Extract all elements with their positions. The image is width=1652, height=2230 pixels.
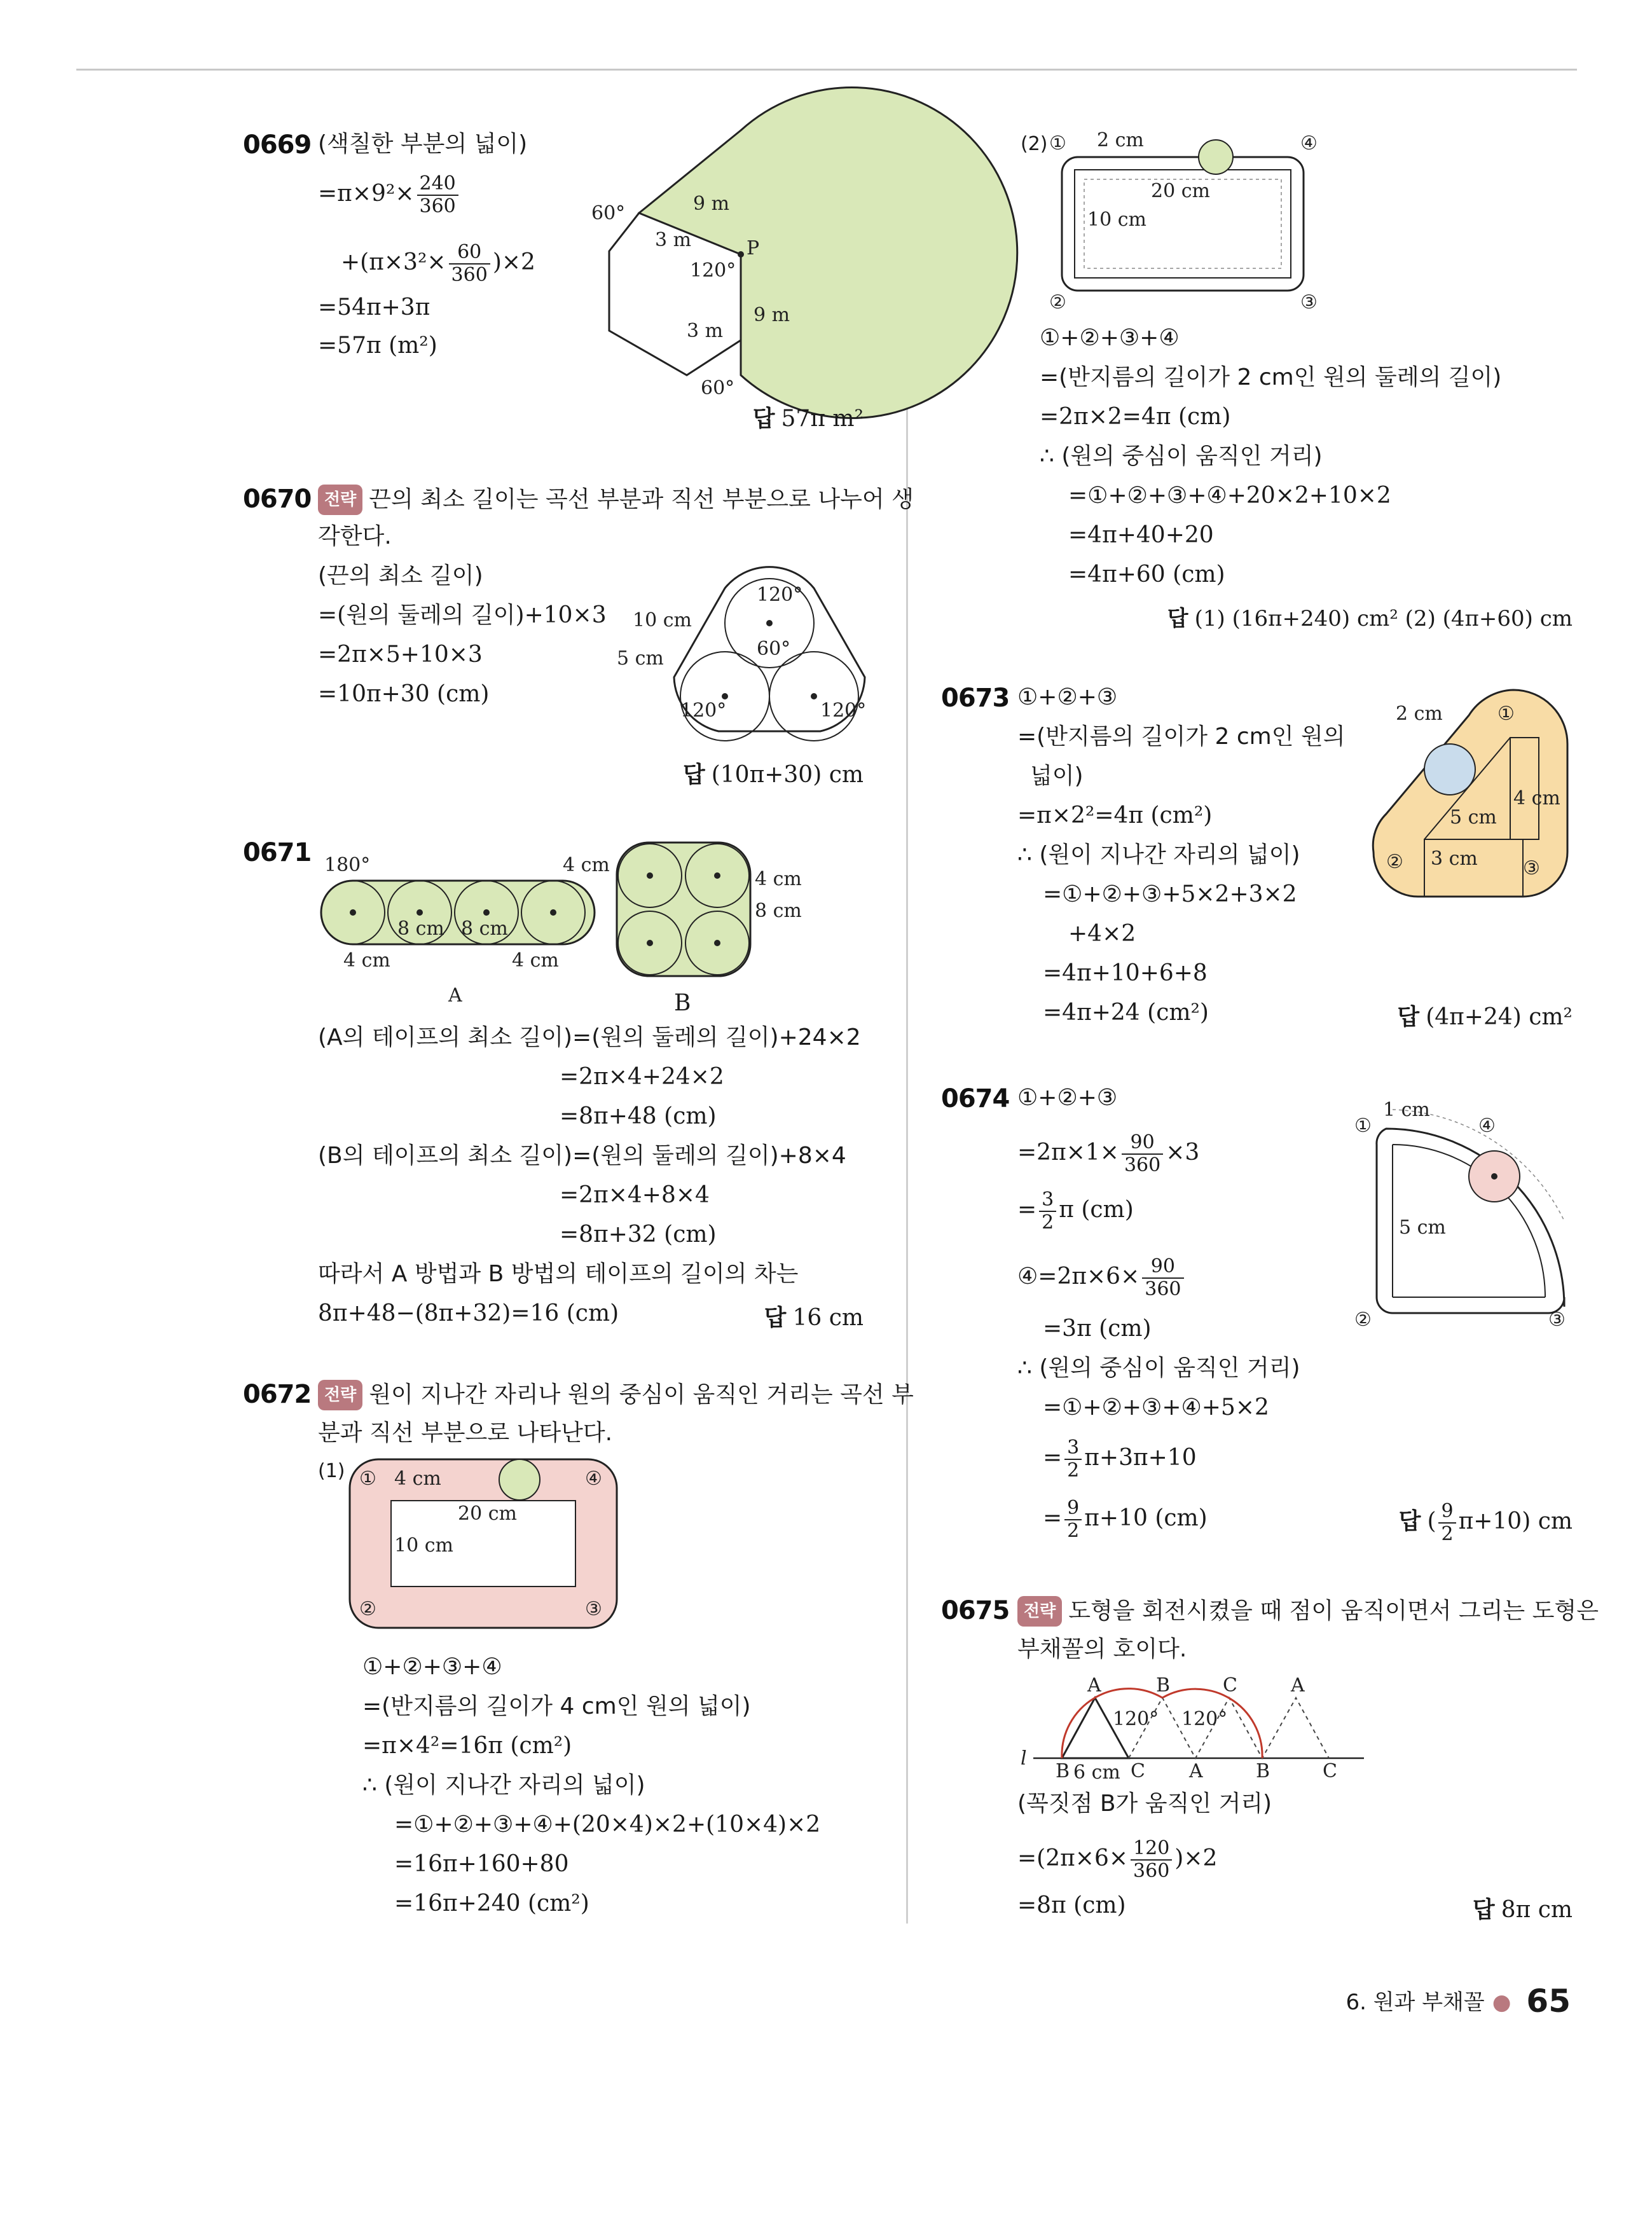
- svg-text:①: ①: [1497, 703, 1515, 725]
- solution-line: 분과 직선 부분으로 나타난다.: [318, 1420, 613, 1446]
- svg-text:②: ②: [359, 1598, 376, 1620]
- solution-line: =①+②+③+5×2+3×2: [1043, 881, 1297, 907]
- solution-line: 8π+48−(8π+32)=16 (cm): [318, 1300, 619, 1326]
- top-rule: [76, 69, 1577, 71]
- svg-text:60°: 60°: [591, 202, 626, 224]
- solution-line: =3π (cm): [1043, 1316, 1152, 1342]
- solution-line: (끈의 최소 길이): [318, 563, 483, 589]
- svg-text:C: C: [1323, 1760, 1337, 1782]
- solution-line: 넓이): [1030, 763, 1084, 789]
- solution-line: =16π+240 (cm²): [394, 1890, 589, 1917]
- figure-0675: [1017, 1669, 1373, 1784]
- svg-text:A: A: [1087, 1674, 1101, 1697]
- answer: 답 (1) (16π+240) cm² (2) (4π+60) cm: [1167, 606, 1573, 631]
- problem-number: 0675: [941, 1596, 1010, 1625]
- solution-line: =(반지름의 길이가 2 cm인 원의 둘레의 길이): [1040, 364, 1502, 390]
- svg-text:l: l: [1021, 1747, 1027, 1770]
- solution-line: =4π+60 (cm): [1068, 561, 1225, 588]
- footer-dot: ●: [1492, 1990, 1511, 2015]
- solution-line: ∴ (원이 지나간 자리의 넓이): [1017, 842, 1300, 868]
- solution-line: =10π+30 (cm): [318, 681, 490, 707]
- svg-text:5 cm: 5 cm: [1399, 1216, 1446, 1239]
- svg-text:④: ④: [1478, 1115, 1496, 1137]
- svg-text:4 cm: 4 cm: [394, 1468, 441, 1490]
- svg-text:120°: 120°: [820, 699, 867, 722]
- solution-line: =(원의 둘레의 길이)+10×3: [318, 602, 607, 628]
- solution-line: =54π+3π: [318, 294, 430, 320]
- problem-number: 0671: [243, 838, 312, 867]
- svg-text:4 cm: 4 cm: [755, 868, 802, 890]
- problem-number: 0670: [243, 485, 312, 514]
- svg-text:9 m: 9 m: [693, 193, 730, 215]
- svg-text:B: B: [1056, 1760, 1070, 1782]
- solution-line: =2π×1× $\frac{90}{360}$ ×3: [1017, 1131, 1200, 1176]
- svg-text:120°: 120°: [690, 259, 736, 282]
- svg-text:②: ②: [1049, 291, 1066, 313]
- svg-text:2 cm: 2 cm: [1396, 703, 1443, 725]
- solution-line: 전략 끈의 최소 길이는 곡선 부분과 직선 부분으로 나누어 생: [318, 485, 914, 515]
- chapter-title: 6. 원과 부채꼴: [1346, 1990, 1485, 2015]
- solution-line: 전략 원이 지나간 자리나 원의 중심이 움직인 거리는 곡선 부: [318, 1380, 914, 1410]
- solution-line: 따라서 A 방법과 B 방법의 테이프의 길이의 차는: [318, 1261, 799, 1287]
- solution-line: ④=2π×6× $\frac{90}{360}$: [1017, 1256, 1187, 1300]
- svg-text:60°: 60°: [701, 377, 735, 399]
- answer: 답 8π cm: [1472, 1897, 1573, 1923]
- solution-line: 부채꼴의 호이다.: [1017, 1636, 1187, 1662]
- page-number: 65: [1526, 1983, 1571, 2020]
- problem-number: 0674: [941, 1084, 1010, 1113]
- solution-line: =(반지름의 길이가 2 cm인 원의: [1017, 724, 1346, 750]
- part-label: (2): [1021, 133, 1048, 155]
- svg-text:①: ①: [1354, 1115, 1372, 1137]
- figure-0669: [591, 130, 878, 410]
- svg-text:A: A: [1291, 1674, 1305, 1697]
- svg-text:C: C: [1223, 1674, 1237, 1697]
- solution-line: (꼭짓점 B가 움직인 거리): [1017, 1791, 1272, 1817]
- svg-text:5 cm: 5 cm: [1450, 806, 1497, 829]
- solution-line: =①+②+③+④+(20×4)×2+(10×4)×2: [394, 1812, 821, 1838]
- svg-text:120°: 120°: [1181, 1708, 1228, 1730]
- solution-line: =57π (m²): [318, 333, 437, 359]
- svg-text:3 m: 3 m: [687, 320, 724, 342]
- svg-text:4 cm: 4 cm: [512, 949, 559, 972]
- svg-text:120°: 120°: [680, 699, 727, 722]
- svg-text:②: ②: [1386, 851, 1403, 873]
- solution-line: = $\frac{3}{2}$ π+3π+10: [1043, 1436, 1197, 1482]
- solution-line: ①+②+③: [1017, 1085, 1118, 1111]
- svg-text:20 cm: 20 cm: [458, 1503, 517, 1525]
- problem-number: 0672: [243, 1380, 312, 1409]
- solution-line: =①+②+③+④+5×2: [1043, 1394, 1269, 1421]
- solution-line: 각한다.: [318, 523, 392, 549]
- solution-line: =(2π×6× $\frac{120}{360}$ )×2: [1017, 1837, 1218, 1882]
- solution-line: =2π×4+8×4: [560, 1182, 710, 1208]
- svg-text:8 cm: 8 cm: [755, 900, 802, 922]
- page-footer: [1346, 1983, 1571, 2020]
- solution-line: =4π+10+6+8: [1043, 960, 1208, 986]
- answer: 답 16 cm: [764, 1305, 864, 1331]
- figure-0672-2: [1049, 130, 1335, 315]
- solution-line: =2π×5+10×3: [318, 642, 483, 668]
- solution-line: +4×2: [1068, 921, 1136, 947]
- solution-line: ①+②+③+④: [1040, 325, 1180, 351]
- figure-0674: [1342, 1094, 1577, 1329]
- solution-line: =①+②+③+④+20×2+10×2: [1068, 483, 1391, 509]
- svg-text:4 cm: 4 cm: [1513, 787, 1560, 809]
- svg-text:8 cm: 8 cm: [397, 918, 444, 940]
- answer: 답 57π m²: [752, 406, 864, 432]
- svg-text:10 cm: 10 cm: [394, 1534, 453, 1557]
- solution-line: =π×2²=4π (cm²): [1017, 802, 1213, 829]
- svg-text:120°: 120°: [757, 584, 803, 606]
- solution-line: =2π×4+24×2: [560, 1064, 724, 1090]
- solution-line: =8π (cm): [1017, 1892, 1126, 1918]
- problem-number: 0673: [941, 684, 1010, 713]
- svg-text:180°: 180°: [324, 854, 371, 876]
- svg-text:1 cm: 1 cm: [1383, 1099, 1430, 1121]
- solution-line: (A의 테이프의 최소 길이)=(원의 둘레의 길이)+24×2: [318, 1024, 861, 1050]
- solution-line: =2π×2=4π (cm): [1040, 404, 1231, 430]
- answer: 답 (10π+30) cm: [682, 762, 864, 788]
- solution-line: = $\frac{9}{2}$ π+10 (cm): [1043, 1497, 1208, 1542]
- svg-text:P: P: [747, 237, 760, 259]
- figure-0670: [617, 575, 878, 741]
- solution-line: =π×9²× $\frac{240}{360}$: [318, 173, 461, 217]
- svg-text:④: ④: [585, 1468, 602, 1490]
- answer: 답 (4π+24) cm²: [1397, 1004, 1573, 1030]
- svg-text:④: ④: [1300, 132, 1318, 155]
- solution-line: =π×4²=16π (cm²): [362, 1733, 572, 1759]
- solution-line: =16π+160+80: [394, 1851, 569, 1877]
- solution-line: 전략 도형을 회전시켰을 때 점이 움직이면서 그리는 도형은: [1017, 1596, 1599, 1627]
- svg-text:①: ①: [359, 1468, 376, 1490]
- figure-label: B: [674, 990, 691, 1016]
- svg-text:10 cm: 10 cm: [1087, 209, 1146, 231]
- svg-text:4 cm: 4 cm: [343, 949, 390, 972]
- svg-text:3 m: 3 m: [655, 229, 692, 251]
- solution-line: ∴ (원의 중심이 움직인 거리): [1040, 443, 1323, 469]
- solution-line: ∴ (원의 중심이 움직인 거리): [1017, 1355, 1300, 1381]
- solution-line: ①+②+③: [1017, 684, 1118, 710]
- svg-text:A: A: [1189, 1760, 1203, 1782]
- solution-line: =8π+32 (cm): [560, 1222, 717, 1248]
- svg-text:B: B: [1256, 1760, 1270, 1782]
- solution-line: ∴ (원이 지나간 자리의 넓이): [362, 1772, 645, 1798]
- solution-line: =4π+24 (cm²): [1043, 1000, 1209, 1026]
- svg-text:③: ③: [1300, 291, 1318, 313]
- svg-text:③: ③: [585, 1598, 602, 1620]
- svg-text:10 cm: 10 cm: [633, 609, 692, 631]
- svg-text:8 cm: 8 cm: [461, 918, 508, 940]
- solution-line: =4π+40+20: [1068, 522, 1214, 548]
- figure-0671-b: [614, 839, 811, 992]
- part-label: (1): [318, 1460, 345, 1482]
- solution-line: (색칠한 부분의 넓이): [318, 131, 528, 157]
- solution-line: =8π+48 (cm): [560, 1103, 717, 1129]
- problem-number: 0669: [243, 130, 312, 160]
- solution-line: +(π×3²× $\frac{60}{360}$ )×2: [341, 241, 535, 286]
- answer: 답 ( $\frac{9}{2}$ π+10) cm: [1398, 1500, 1573, 1545]
- solution-line: =(반지름의 길이가 4 cm인 원의 넓이): [362, 1693, 751, 1719]
- svg-text:B: B: [1156, 1674, 1171, 1697]
- svg-text:③: ③: [1523, 857, 1540, 879]
- solution-line: = $\frac{3}{2}$ π (cm): [1017, 1188, 1134, 1234]
- svg-text:A: A: [448, 984, 462, 1007]
- svg-text:6 cm: 6 cm: [1073, 1761, 1120, 1784]
- svg-text:5 cm: 5 cm: [617, 647, 664, 670]
- figure-0671-a: [315, 846, 610, 1007]
- solution-line: (B의 테이프의 최소 길이)=(원의 둘레의 길이)+8×4: [318, 1143, 846, 1169]
- svg-text:③: ③: [1548, 1309, 1566, 1331]
- svg-text:2 cm: 2 cm: [1097, 129, 1144, 151]
- figure-0672-1: [347, 1456, 620, 1634]
- svg-text:20 cm: 20 cm: [1151, 180, 1210, 202]
- figure-0673: [1367, 687, 1577, 903]
- svg-text:60°: 60°: [757, 638, 791, 660]
- svg-text:3 cm: 3 cm: [1431, 848, 1478, 870]
- svg-text:①: ①: [1049, 132, 1066, 155]
- solution-line: ①+②+③+④: [362, 1654, 502, 1680]
- svg-text:120°: 120°: [1113, 1708, 1159, 1730]
- svg-text:C: C: [1131, 1760, 1145, 1782]
- svg-text:②: ②: [1354, 1309, 1372, 1331]
- svg-text:4 cm: 4 cm: [563, 854, 610, 876]
- svg-text:9 m: 9 m: [754, 304, 790, 326]
